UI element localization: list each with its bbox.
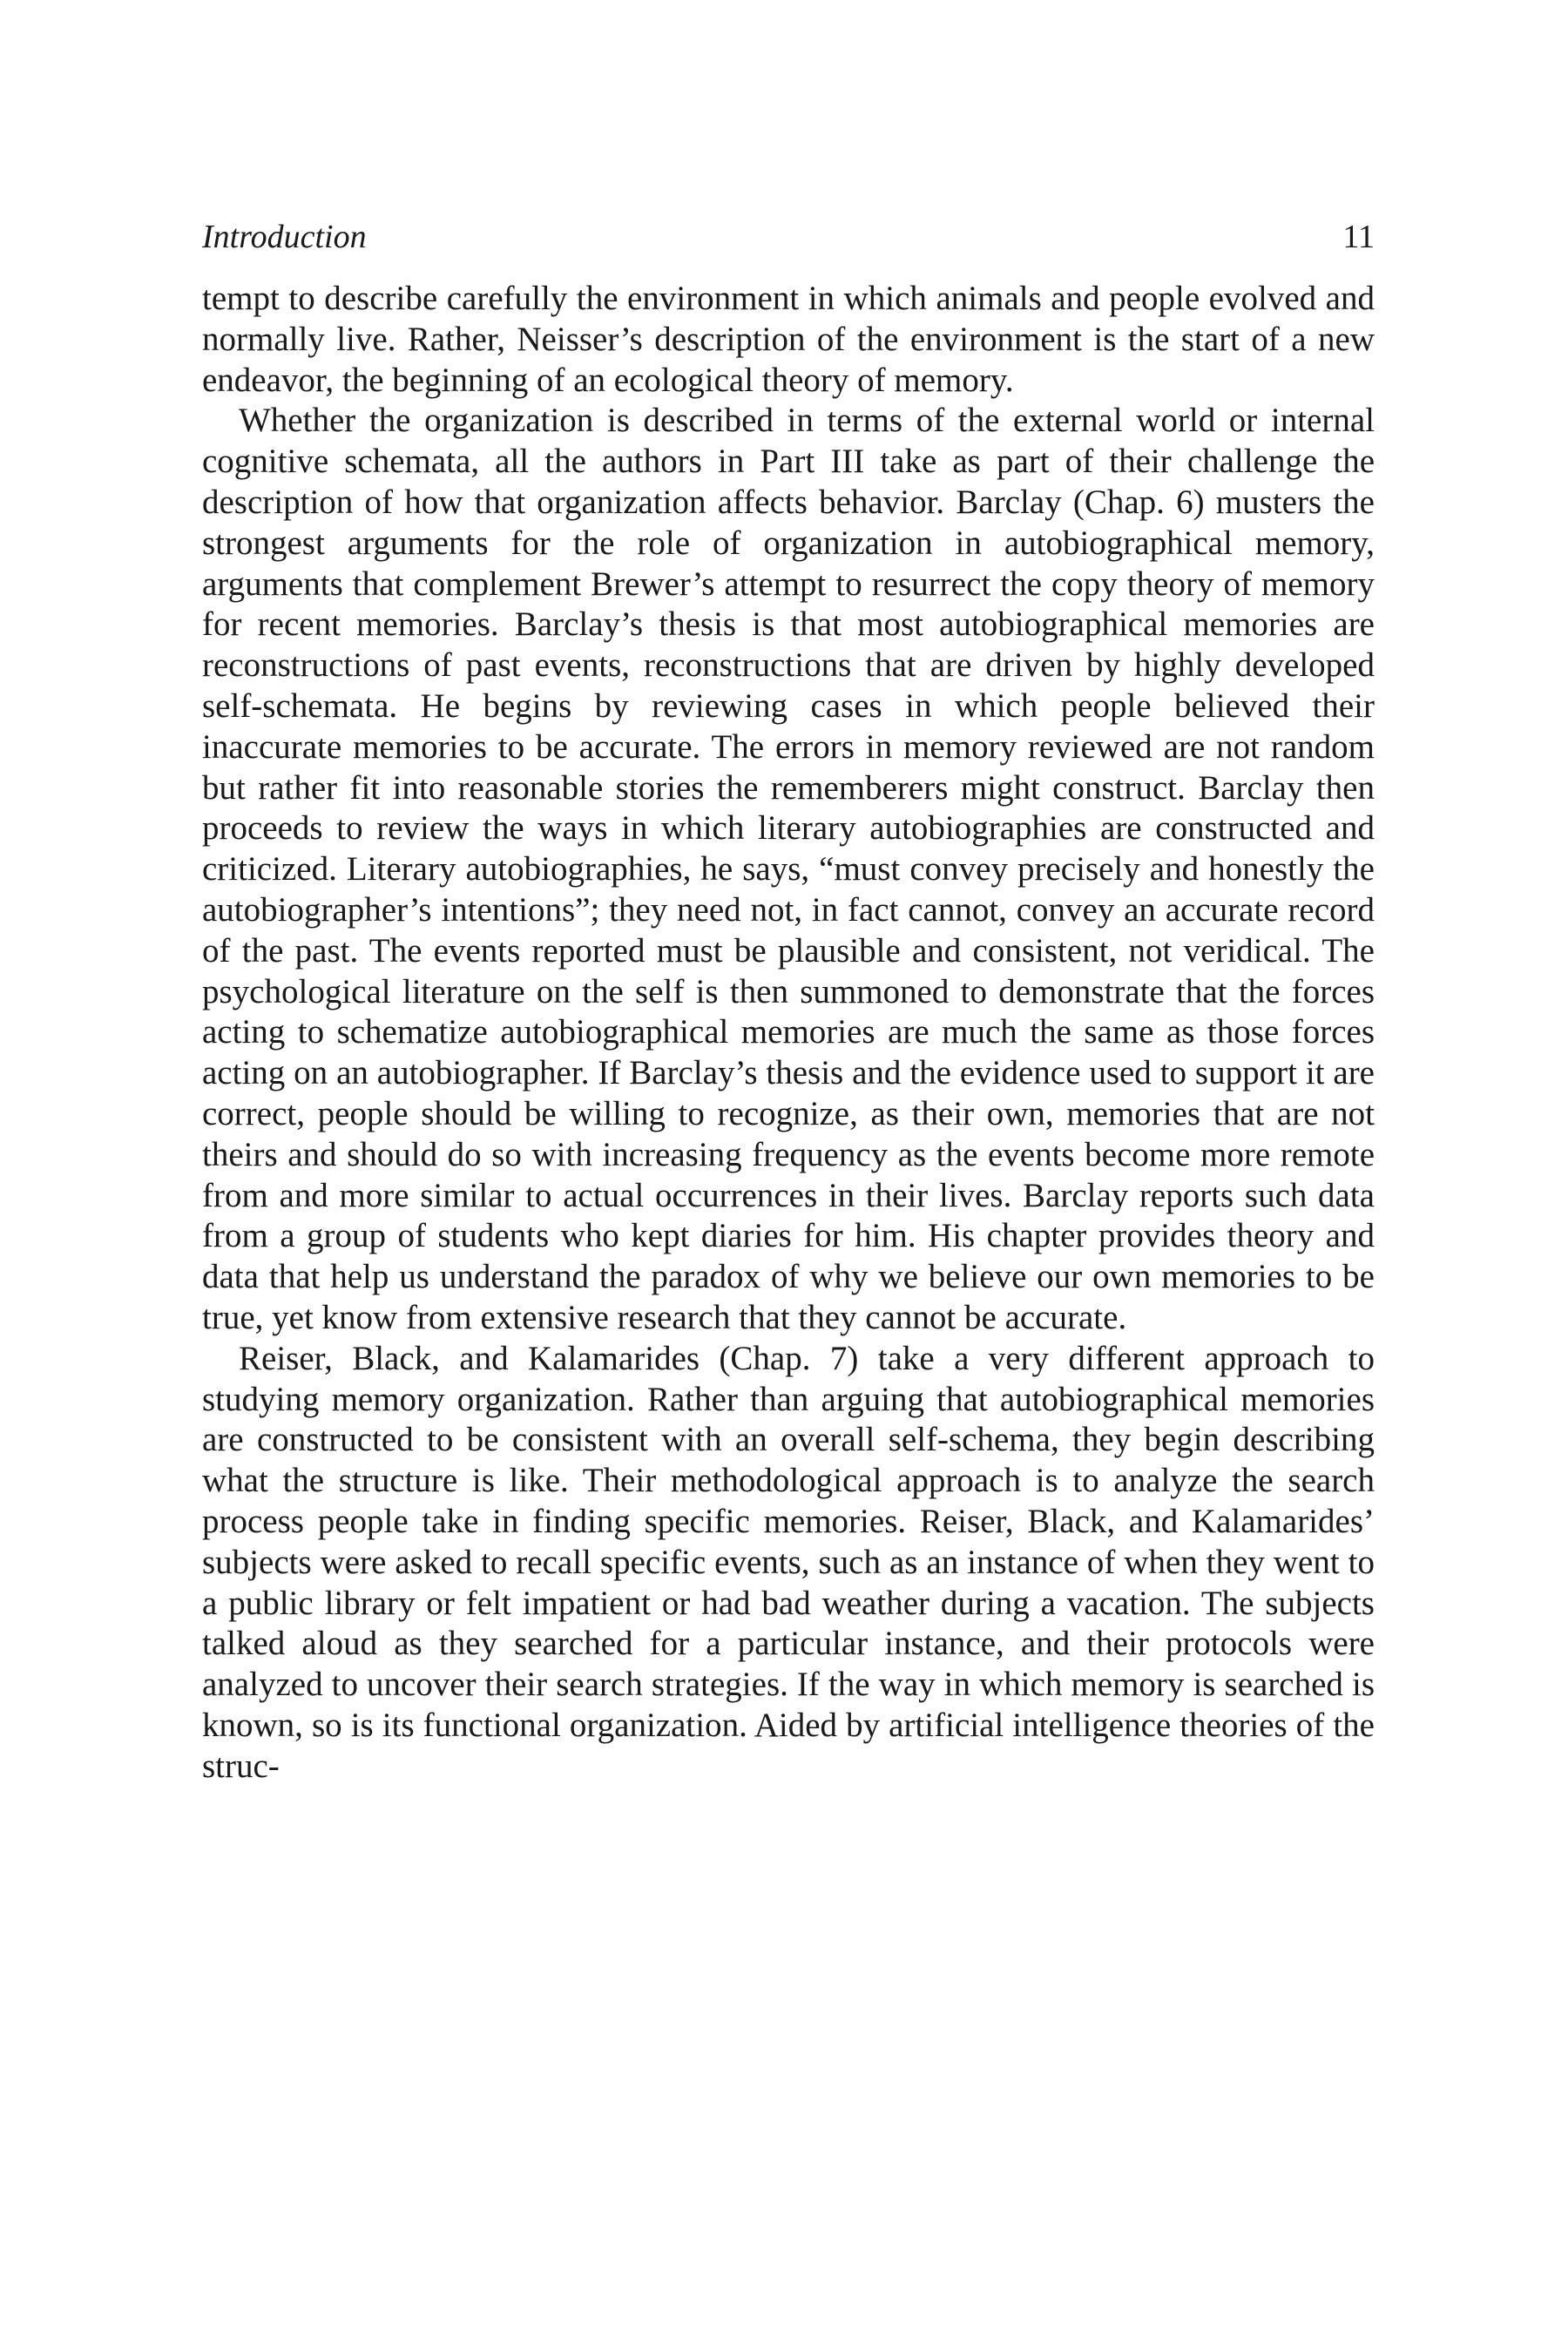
running-head-title: Introduction xyxy=(202,219,367,255)
page-number: 11 xyxy=(1342,219,1375,255)
paragraph-barclay: Whether the organization is described in terms of the external world or internal cognitive schemata, all the authors in Part III take as part of their challenge the description of how that organization affects behavior. Barclay (Chap. 6) musters the strongest arguments for the role of organization in autobiographical memory, arguments that complement Brewer’s attempt to resurrect the copy theory of memory for recent memories. Barclay’s thesis is that most autobiographical memories are reconstructions of past events, reconstructions that are driven by highly developed self-schemata. He begins by reviewing cases in which people believed their inaccurate memories to be accurate. The errors in memory reviewed are not random but rather fit into reasonable stories the rememberers might construct. Barclay then proceeds to review the ways in which literary autobiographies are constructed and criticized. Literary autobiographies, he says, “must convey precisely and honestly the autobiographer’s intentions”; they need not, in fact cannot, convey an accurate record of the past. The events reported must be plausible and consistent, not veridical. The psychological literature on the self is then summoned to demonstrate that the forces acting to schematize autobiographical memories are much the same as those forces acting on an autobiographer. If Barclay’s thesis and the evidence used to support it are correct, people should be willing to recognize, as their own, memories that are not theirs and should do so with increasing frequency as the events become more remote from and more similar to actual occurrences in their lives. Barclay reports such data from a group of students who kept diaries for him. His chapter provides theory and data that help us understand the paradox of why we believe our own memories to be true, yet know from extensive research that they cannot be accurate. xyxy=(202,402,1375,1336)
body-text xyxy=(202,279,1375,1787)
book-page xyxy=(202,214,1375,1787)
paragraph-reiser-black-kalamarides: Reiser, Black, and Kalamarides (Chap. 7) take a very different approach to studying memory organization. Rather than arguing that autobiographical memories are constructed to be consistent with an overall self-schema, they begin describing what the structure is like. Their methodological approach is to analyze the search process people take in finding specific memories. Reiser, Black, and Kalamarides’ subjects were asked to recall specific events, such as an instance of when they went to a public library or felt impatient or had bad weather during a vacation. The subjects talked aloud as they searched for a particular instance, and their protocols were analyzed to uncover their search strategies. If the way in which memory is searched is known, so is its functional organization. Aided by artificial intelligence theories of the struc- xyxy=(202,1339,1375,1785)
paragraph-continued: tempt to describe carefully the environment in which animals and people evolved and normally live. Rather, Neisser’s description of the environment is the start of a new endeavor, the beginning of an ecological theory of memory. xyxy=(202,280,1375,399)
running-head xyxy=(202,214,1375,260)
